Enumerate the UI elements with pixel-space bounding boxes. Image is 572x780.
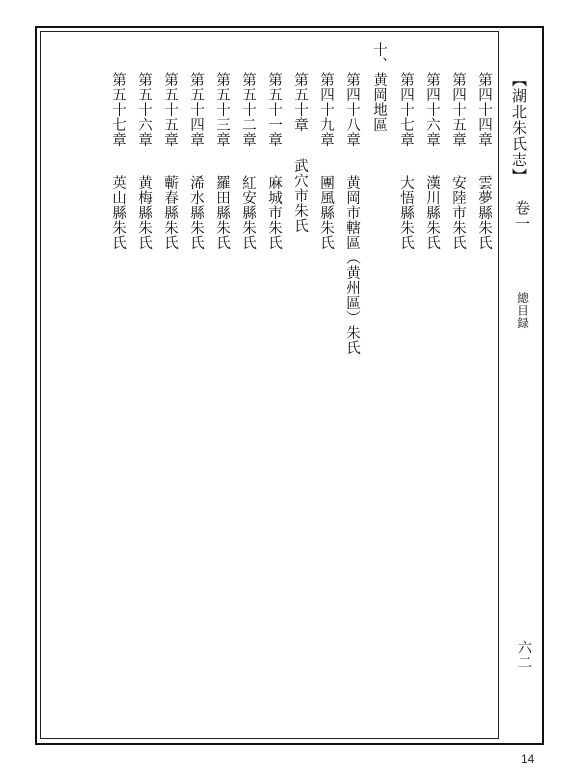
volume-label: 卷一 <box>513 200 531 232</box>
chapter-title: 紅安縣朱氏 <box>240 175 256 250</box>
chapter-label: 第五十四章 <box>188 72 204 147</box>
chapter-title: 羅田縣朱氏 <box>214 175 230 250</box>
chapter-label: 第四十八章 <box>344 72 360 147</box>
section-label: 總目録 <box>516 292 530 330</box>
chapter-title: 安陸市朱氏 <box>450 175 466 250</box>
section-number: 十、 <box>371 42 387 72</box>
chapter-title: 麻城市朱氏 <box>266 175 282 250</box>
chapter-title: 武穴市朱氏 <box>292 158 308 233</box>
chapter-title: 黄岡市轄區（黄州區）朱氏 <box>344 175 360 355</box>
page-number: 14 <box>521 752 535 766</box>
chapter-title: 團風縣朱氏 <box>318 175 334 250</box>
chapter-title: 雲夢縣朱氏 <box>476 175 492 250</box>
chapter-title: 黄梅縣朱氏 <box>136 175 152 250</box>
chapter-label: 第四十六章 <box>424 72 440 147</box>
chapter-label: 第五十五章 <box>162 72 178 147</box>
chapter-title: 英山縣朱氏 <box>110 175 126 250</box>
book-title: 【湖北朱氏志】 <box>510 72 528 184</box>
chapter-title: 漢川縣朱氏 <box>424 175 440 250</box>
section-title: 黄岡地區 <box>371 72 387 132</box>
chapter-title: 大悟縣朱氏 <box>398 175 414 250</box>
chinese-page-number: 六二 <box>516 640 532 670</box>
chapter-label: 第五十章 <box>292 72 308 132</box>
chapter-title: 浠水縣朱氏 <box>188 175 204 250</box>
chapter-label: 第四十五章 <box>450 72 466 147</box>
chapter-label: 第五十七章 <box>110 72 126 147</box>
chapter-label: 第四十四章 <box>476 72 492 147</box>
chapter-label: 第五十二章 <box>240 72 256 147</box>
chapter-label: 第五十一章 <box>266 72 282 147</box>
chapter-label: 第五十三章 <box>214 72 230 147</box>
chapter-title: 蘄春縣朱氏 <box>162 175 178 250</box>
chapter-label: 第五十六章 <box>136 72 152 147</box>
chapter-label: 第四十七章 <box>398 72 414 147</box>
chapter-label: 第四十九章 <box>318 72 334 147</box>
